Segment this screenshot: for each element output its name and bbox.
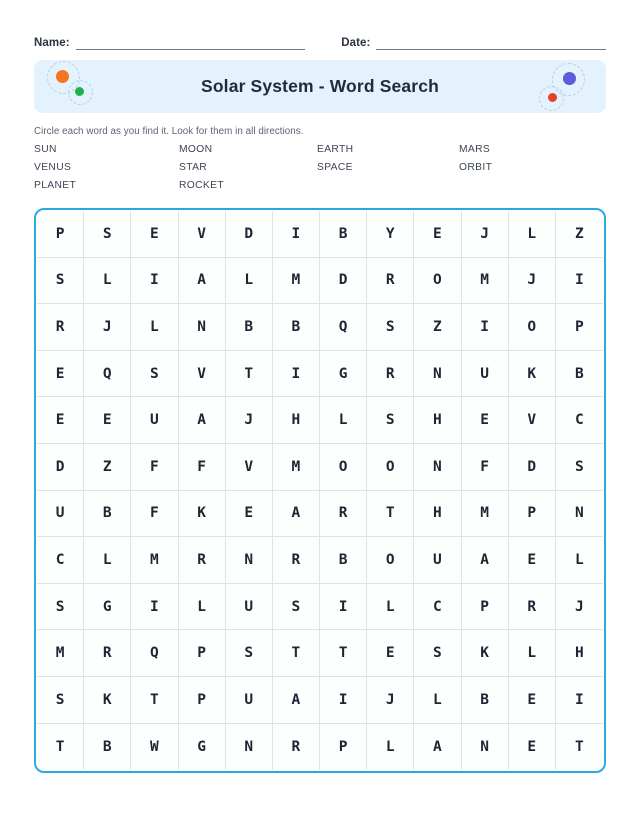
grid-cell[interactable]: J (226, 397, 273, 444)
grid-cell[interactable]: P (37, 211, 84, 258)
grid-cell[interactable]: O (509, 304, 556, 351)
grid-cell[interactable]: U (462, 351, 509, 398)
grid-cell[interactable]: P (556, 304, 603, 351)
grid-cell[interactable]: L (509, 211, 556, 258)
grid-cell[interactable]: S (226, 630, 273, 677)
grid-cell[interactable]: I (131, 258, 178, 305)
puzzle-grid-container (34, 208, 606, 773)
grid-cell[interactable]: C (414, 584, 461, 631)
grid-cell[interactable]: P (462, 584, 509, 631)
grid-cell[interactable]: S (84, 211, 131, 258)
grid-cell[interactable]: L (226, 258, 273, 305)
grid-cell[interactable]: G (179, 724, 226, 771)
grid-cell[interactable]: K (84, 677, 131, 724)
grid-cell[interactable]: F (131, 444, 178, 491)
grid-cell[interactable]: J (84, 304, 131, 351)
grid-cell[interactable]: Z (84, 444, 131, 491)
grid-cell[interactable]: S (131, 351, 178, 398)
grid-cell[interactable]: A (179, 397, 226, 444)
grid-cell[interactable]: I (556, 258, 603, 305)
grid-cell[interactable]: V (179, 211, 226, 258)
grid-cell[interactable]: R (273, 724, 320, 771)
word-list-item[interactable]: VENUS (34, 162, 72, 173)
grid-cell[interactable]: A (414, 724, 461, 771)
grid-cell[interactable]: T (273, 630, 320, 677)
grid-cell[interactable]: B (84, 491, 131, 538)
grid-cell[interactable]: S (414, 630, 461, 677)
grid-cell[interactable]: N (226, 724, 273, 771)
grid-cell[interactable]: U (414, 537, 461, 584)
grid-cell[interactable]: R (84, 630, 131, 677)
grid-cell[interactable]: L (367, 584, 414, 631)
blue-planet-icon (563, 72, 576, 85)
grid-cell[interactable]: L (367, 724, 414, 771)
grid-cell[interactable]: A (179, 258, 226, 305)
grid-cell[interactable]: I (320, 677, 367, 724)
grid-cell[interactable]: E (367, 630, 414, 677)
grid-cell[interactable]: F (462, 444, 509, 491)
grid-cell[interactable]: T (37, 724, 84, 771)
student-info-row (34, 28, 606, 50)
grid-cell[interactable]: Z (556, 211, 603, 258)
date-input-line[interactable] (376, 36, 606, 50)
grid-cell[interactable]: K (462, 630, 509, 677)
grid-cell[interactable]: E (509, 537, 556, 584)
grid-cell[interactable]: K (509, 351, 556, 398)
page-title: Solar System - Word Search (201, 76, 439, 96)
grid-cell[interactable]: I (556, 677, 603, 724)
word-list-item[interactable]: ROCKET (179, 180, 225, 191)
grid-cell[interactable]: G (320, 351, 367, 398)
grid-cell[interactable]: Y (367, 211, 414, 258)
grid-cell[interactable]: U (131, 397, 178, 444)
grid-cell[interactable]: N (462, 724, 509, 771)
green-planet-icon (75, 87, 84, 96)
grid-cell[interactable]: Q (320, 304, 367, 351)
grid-cell[interactable]: E (509, 724, 556, 771)
grid-cell[interactable]: D (320, 258, 367, 305)
grid-cell[interactable]: W (131, 724, 178, 771)
grid-cell[interactable]: N (414, 351, 461, 398)
grid-cell[interactable]: Q (84, 351, 131, 398)
word-list-item[interactable]: STAR (179, 162, 208, 173)
grid-cell[interactable]: R (179, 537, 226, 584)
grid-cell[interactable]: Q (131, 630, 178, 677)
grid-cell[interactable]: G (84, 584, 131, 631)
grid-cell[interactable]: I (273, 351, 320, 398)
grid-cell[interactable]: C (556, 397, 603, 444)
grid-cell[interactable]: P (509, 491, 556, 538)
grid-cell[interactable]: U (37, 491, 84, 538)
grid-cell[interactable]: R (509, 584, 556, 631)
grid-cell[interactable]: U (226, 584, 273, 631)
grid-cell[interactable]: A (273, 491, 320, 538)
grid-cell[interactable]: D (226, 211, 273, 258)
grid-cell[interactable]: J (509, 258, 556, 305)
grid-cell[interactable]: O (367, 537, 414, 584)
grid-cell[interactable]: H (556, 630, 603, 677)
grid-cell[interactable]: R (37, 304, 84, 351)
grid-cell[interactable]: S (273, 584, 320, 631)
grid-cell[interactable]: K (179, 491, 226, 538)
grid-cell[interactable]: B (556, 351, 603, 398)
grid-cell[interactable]: S (37, 584, 84, 631)
grid-cell[interactable]: E (37, 397, 84, 444)
instructions-text: Circle each word as you find it. Look for them in all directions. (34, 126, 304, 137)
grid-cell[interactable]: R (367, 351, 414, 398)
grid-cell[interactable]: S (37, 677, 84, 724)
grid-cell[interactable]: E (37, 351, 84, 398)
grid-cell[interactable]: D (37, 444, 84, 491)
grid-cell[interactable]: M (462, 258, 509, 305)
grid-cell[interactable]: V (509, 397, 556, 444)
grid-cell[interactable]: L (179, 584, 226, 631)
grid-cell[interactable]: B (320, 211, 367, 258)
grid-cell[interactable]: M (462, 491, 509, 538)
name-input-line[interactable] (76, 36, 306, 50)
grid-cell[interactable]: O (320, 444, 367, 491)
grid-cell[interactable]: H (273, 397, 320, 444)
grid-cell[interactable]: N (226, 537, 273, 584)
grid-cell[interactable]: I (462, 304, 509, 351)
grid-cell[interactable]: V (179, 351, 226, 398)
word-list-item[interactable]: PLANET (34, 180, 77, 191)
grid-cell[interactable]: B (320, 537, 367, 584)
grid-cell[interactable]: E (509, 677, 556, 724)
red-planet-icon (548, 93, 557, 102)
grid-cell[interactable]: P (320, 724, 367, 771)
name-label: Name: (34, 37, 70, 49)
grid-cell[interactable]: L (320, 397, 367, 444)
grid-cell[interactable]: L (84, 537, 131, 584)
grid-cell[interactable]: S (556, 444, 603, 491)
grid-cell[interactable]: J (556, 584, 603, 631)
grid-cell[interactable]: D (509, 444, 556, 491)
grid-cell[interactable]: R (320, 491, 367, 538)
grid-cell[interactable]: B (462, 677, 509, 724)
grid-cell[interactable]: E (462, 397, 509, 444)
grid-cell[interactable]: F (131, 491, 178, 538)
grid-cell[interactable]: P (179, 677, 226, 724)
grid-cell[interactable]: C (37, 537, 84, 584)
grid-cell[interactable]: M (131, 537, 178, 584)
grid-cell[interactable]: A (462, 537, 509, 584)
grid-cell[interactable]: U (226, 677, 273, 724)
grid-cell[interactable]: J (367, 677, 414, 724)
grid-cell[interactable]: M (273, 444, 320, 491)
title-banner (34, 60, 606, 113)
grid-cell[interactable]: T (367, 491, 414, 538)
grid-cell[interactable]: I (131, 584, 178, 631)
grid-cell[interactable]: L (414, 677, 461, 724)
word-list-item[interactable]: SUN (34, 144, 57, 155)
grid-cell[interactable]: V (226, 444, 273, 491)
grid-cell[interactable]: O (414, 258, 461, 305)
orange-planet-icon (56, 70, 69, 83)
word-list-item[interactable]: EARTH (317, 144, 354, 155)
grid-cell[interactable]: S (37, 258, 84, 305)
grid-cell[interactable]: T (320, 630, 367, 677)
grid-cell[interactable]: F (179, 444, 226, 491)
grid-cell[interactable]: M (273, 258, 320, 305)
grid-cell[interactable]: L (509, 630, 556, 677)
word-list-item[interactable]: SPACE (317, 162, 353, 173)
grid-cell[interactable]: R (367, 258, 414, 305)
grid-cell[interactable]: J (462, 211, 509, 258)
letter-grid (37, 211, 603, 770)
grid-cell[interactable]: S (367, 397, 414, 444)
grid-cell[interactable]: E (414, 211, 461, 258)
grid-cell[interactable]: E (226, 491, 273, 538)
grid-cell[interactable]: N (414, 444, 461, 491)
grid-cell[interactable]: L (556, 537, 603, 584)
grid-cell[interactable]: T (131, 677, 178, 724)
grid-cell[interactable]: I (273, 211, 320, 258)
word-list-item[interactable]: MOON (179, 144, 213, 155)
grid-cell[interactable]: H (414, 491, 461, 538)
grid-cell[interactable]: H (414, 397, 461, 444)
grid-cell[interactable]: M (37, 630, 84, 677)
grid-cell[interactable]: R (273, 537, 320, 584)
grid-cell[interactable]: O (367, 444, 414, 491)
grid-cell[interactable]: L (84, 258, 131, 305)
grid-cell[interactable]: E (84, 397, 131, 444)
grid-cell[interactable]: N (556, 491, 603, 538)
word-list (34, 144, 606, 191)
grid-cell[interactable]: P (179, 630, 226, 677)
grid-cell[interactable]: I (320, 584, 367, 631)
grid-cell[interactable]: Z (414, 304, 461, 351)
grid-cell[interactable]: T (226, 351, 273, 398)
grid-cell[interactable]: L (131, 304, 178, 351)
grid-cell[interactable]: A (273, 677, 320, 724)
grid-cell[interactable]: B (273, 304, 320, 351)
grid-cell[interactable]: E (131, 211, 178, 258)
grid-cell[interactable]: B (226, 304, 273, 351)
grid-cell[interactable]: T (556, 724, 603, 771)
grid-cell[interactable]: B (84, 724, 131, 771)
grid-cell[interactable]: S (367, 304, 414, 351)
word-list-item[interactable]: ORBIT (459, 162, 493, 173)
word-list-item[interactable]: MARS (459, 144, 491, 155)
date-label: Date: (341, 37, 371, 49)
grid-cell[interactable]: N (179, 304, 226, 351)
